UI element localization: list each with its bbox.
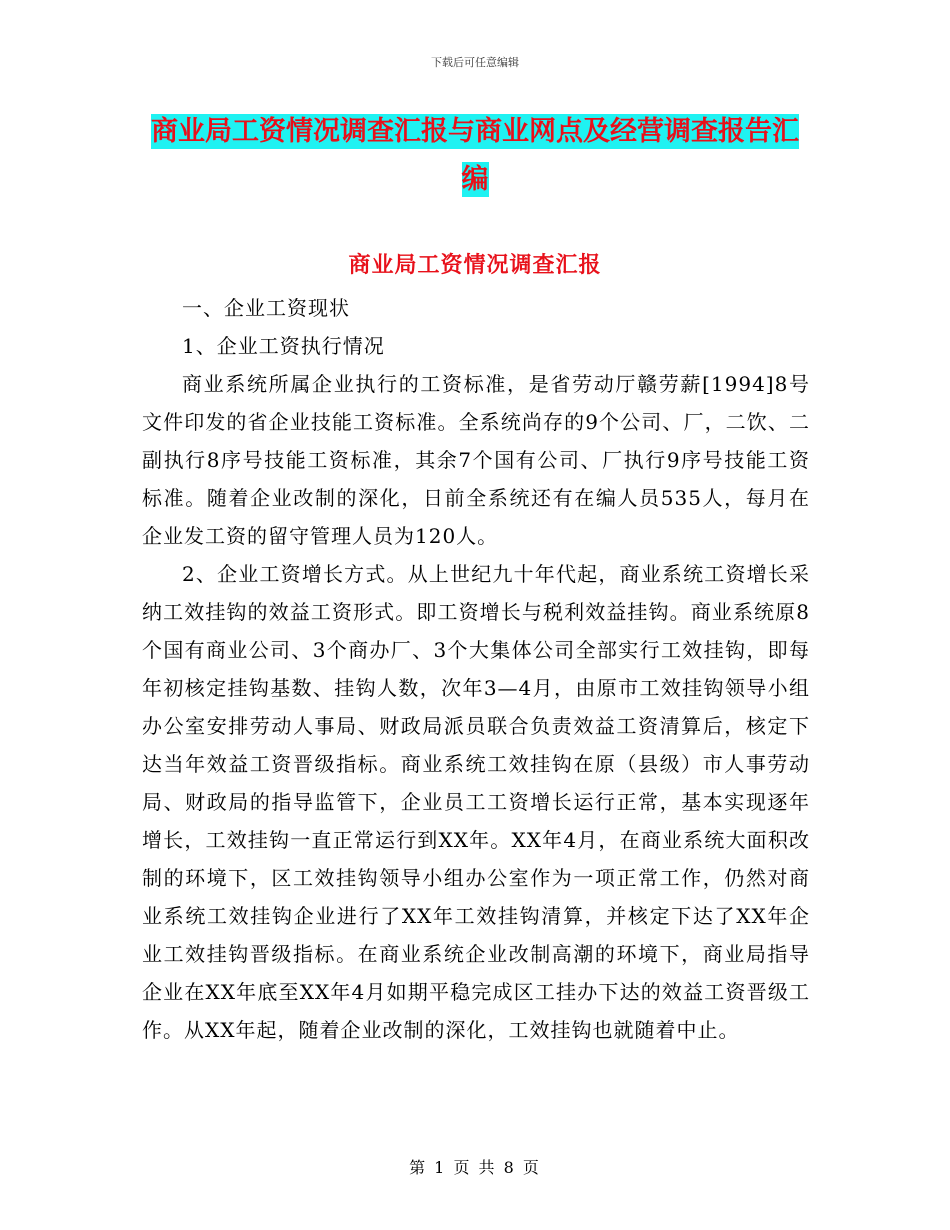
heading-enterprise-wage-status: 一、企业工资现状 bbox=[182, 296, 350, 320]
page-number: 第 1 页 共 8 页 bbox=[409, 1158, 541, 1177]
section-title: 商业局工资情况调查汇报 bbox=[348, 253, 602, 278]
heading-wage-execution: 1、企业工资执行情况 bbox=[182, 334, 385, 358]
paragraph-wage-growth: 2、企业工资增长方式。从上世纪九十年代起，商业系统工资增长采纳工效挂钩的效益工资形式。即工资增长与税利效益挂钩。商业系统原8个国有商业公司、3个商办厂、3个大集体公司全部实行工效挂钩，即每年初核定挂钩基数、挂钩人数，次年3—4月，由原市工效挂钩领导小组办公室安排劳动人事局、财政局派员联合负责效益工资清算后，核定下达当年效益工资晋级指标。商业系统工效挂钩在原（县级）市人事劳动局、财政局的指导监管下，企业员工工资增长运行正常，基本实现逐年增长，工效挂钩一直正常运行到XX年。XX年4月，在商业系统大面积改制的环境下，区工效挂钩领导小组办公室作为一项正常工作，仍然对商业系统工效挂钩企业进行了XX年工效挂钩清算，并核定下达了XX年企业工效挂钩晋级指标。在商业系统企业改制高潮的环境下，商业局指导企业在XX年底至XX年4月如期平稳完成区工挂办下达的效益工资晋级工作。从XX年起，随着企业改制的深化，工效挂钩也就随着中止。 bbox=[142, 562, 810, 1042]
body-text bbox=[142, 289, 810, 1049]
paragraph-wage-standard: 商业系统所属企业执行的工资标准，是省劳动厅赣劳薪[1994]8号文件印发的省企业技能工资标准。全系统尚存的9个公司、厂，二饮、二副执行8序号技能工资标准，其余7个国有公司、厂执行9序号技能工资标准。随着企业改制的深化，日前全系统还有在编人员535人，每月在企业发工资的留守管理人员为120人。 bbox=[142, 372, 810, 548]
document-title-block bbox=[140, 108, 810, 204]
header-note: 下载后可任意编辑 bbox=[431, 56, 519, 69]
document-title: 商业局工资情况调查汇报与商业网点及经营调查报告汇编 bbox=[151, 116, 799, 195]
